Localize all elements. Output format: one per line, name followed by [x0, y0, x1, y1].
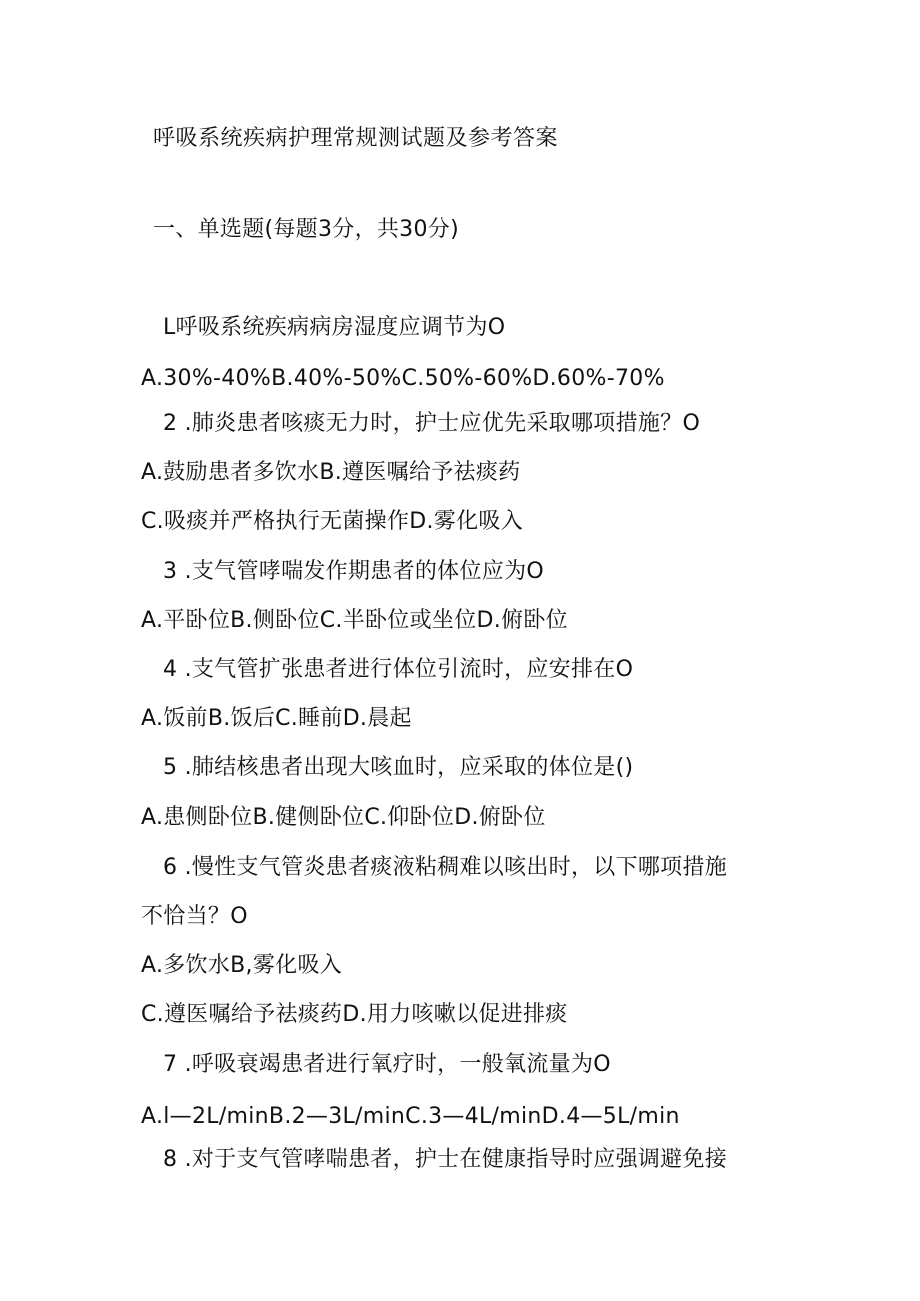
section-heading: 一、单选题(每题3分，共30分)	[153, 217, 459, 242]
question-4: 4 .支气管扩张患者进行体位引流时，应安排在O	[163, 657, 634, 682]
question-3: 3 .支气管哮喘发作期患者的体位应为O	[163, 559, 545, 584]
question-8: 8 .对于支气管哮喘患者，护士在健康指导时应强调避免接	[163, 1147, 728, 1172]
question-6: 6 .慢性支气管炎患者痰液粘稠难以咳出时，以下哪项措施	[163, 855, 728, 880]
question-2-options-line-2: C.吸痰并严格执行无菌操作D.雾化吸入	[141, 509, 523, 534]
question-2: 2 .肺炎患者咳痰无力时，护士应优先采取哪项措施？O	[163, 411, 701, 436]
question-6-continued: 不恰当？O	[141, 904, 248, 929]
question-6-options-line-2: C.遵医嘱给予祛痰药D.用力咳嗽以促进排痰	[141, 1002, 568, 1027]
question-2-options-line-1: A.鼓励患者多饮水B.遵医嘱给予祛痰药	[141, 460, 521, 485]
question-7: 7 .呼吸衰竭患者进行氧疗时，一般氧流量为O	[163, 1052, 611, 1077]
question-1-options: A.30%-40%B.40%-50%C.50%-60%D.60%-70%	[141, 366, 665, 391]
question-6-options-line-1: A.多饮水B,雾化吸入	[141, 953, 343, 978]
question-5-options: A.患侧卧位B.健侧卧位C.仰卧位D.俯卧位	[141, 805, 546, 830]
question-1: L呼吸系统疾病病房湿度应调节为O	[163, 315, 506, 340]
question-3-options: A.平卧位B.侧卧位C.半卧位或坐位D.俯卧位	[141, 608, 568, 633]
document-title: 呼吸系统疾病护理常规测试题及参考答案	[153, 126, 559, 151]
question-5: 5 .肺结核患者出现大咳血时，应采取的体位是()	[163, 755, 634, 780]
question-4-options: A.饭前B.饭后C.睡前D.晨起	[141, 706, 412, 731]
question-7-options: A.l—2L/minB.2—3L/minC.3—4L/minD.4—5L/min	[141, 1104, 680, 1129]
